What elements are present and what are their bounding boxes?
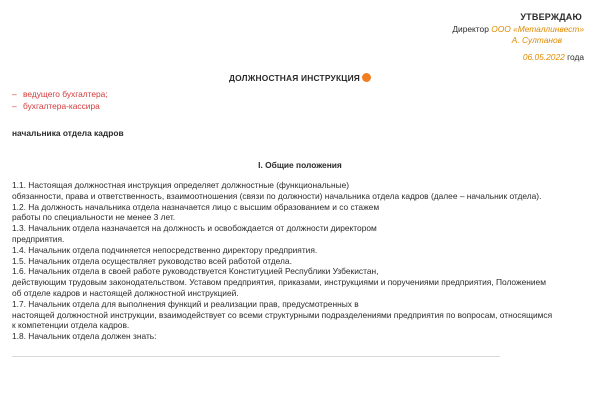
text-line: предприятия. [12, 233, 65, 244]
variant-text: бухгалтера-кассира [23, 101, 100, 111]
text-line: работы по специальности не менее 3 лет. [12, 212, 176, 223]
dash-marker: – [12, 101, 17, 111]
text-line: 1.5. Начальник отдела осуществляет руководство всей работой отдела. [12, 255, 292, 266]
text-line: об отделе кадров и настоящей должностной инструкцией. [12, 287, 239, 298]
list-item [12, 88, 108, 100]
general-provisions-text [12, 180, 588, 342]
approval-date: 06.05.2022 [522, 51, 565, 62]
document-title-text: ДОЛЖНОСТНАЯ ИНСТРУКЦИЯ [228, 73, 361, 83]
approval-date-row [452, 52, 584, 64]
approval-signer-row [452, 35, 584, 47]
section-title: I. Общие положения [258, 160, 342, 170]
document-title [0, 73, 600, 83]
list-item [12, 100, 108, 112]
approval-position: Директор [452, 23, 489, 34]
text-line: обязанности, права и ответственность, взаимоотношения (связи по должности) начальника отдела кадров (далее – начальник отдела). [12, 190, 542, 201]
approval-company: ООО «Металлинвест» [491, 23, 584, 34]
text-line: 1.8. Начальник отдела должен знать: [12, 331, 157, 342]
position-heading: начальника отдела кадров [12, 128, 124, 138]
text-line: действующим трудовым законодательством. Уставом предприятия, приказами, инструкциями и поручениями предприятия, Положением [12, 277, 546, 288]
approval-signer: А. Султанов [511, 35, 562, 45]
position-variants-list [12, 88, 108, 112]
approval-year-suffix: года [567, 51, 584, 62]
bottom-divider [12, 356, 500, 357]
text-line: 1.6. Начальник отдела в своей работе руководствуется Конституцией Республики Узбекистан, [12, 266, 379, 277]
text-line: 1.2. На должность начальника отдела назначается лицо с высшим образованием и со стажем [12, 201, 380, 212]
approval-position-row [452, 24, 584, 36]
dash-marker: – [12, 89, 17, 99]
text-line: настоящей должностной инструкции, взаимодействует со всеми структурными подразделениями предприятия по вопросам, относящимся [12, 309, 553, 320]
approval-block [452, 12, 584, 63]
text-line: 1.1. Настоящая должностная инструкция определяет должностные (функциональные) [12, 180, 350, 190]
text-line: 1.7. Начальник отдела для выполнения функций и реализации прав, предусмотренных в [12, 298, 359, 309]
variant-text: ведущего бухгалтера; [23, 89, 108, 99]
text-line: 1.4. Начальник отдела подчиняется непосредственно директору предприятия. [12, 244, 318, 255]
approval-title: УТВЕРЖДАЮ [520, 12, 582, 22]
text-line: 1.3. Начальник отдела назначается на должность и освобождается от должности директором [12, 223, 377, 234]
comment-dot-icon[interactable] [362, 73, 371, 82]
text-line: к компетенции отдела кадров. [12, 320, 130, 331]
